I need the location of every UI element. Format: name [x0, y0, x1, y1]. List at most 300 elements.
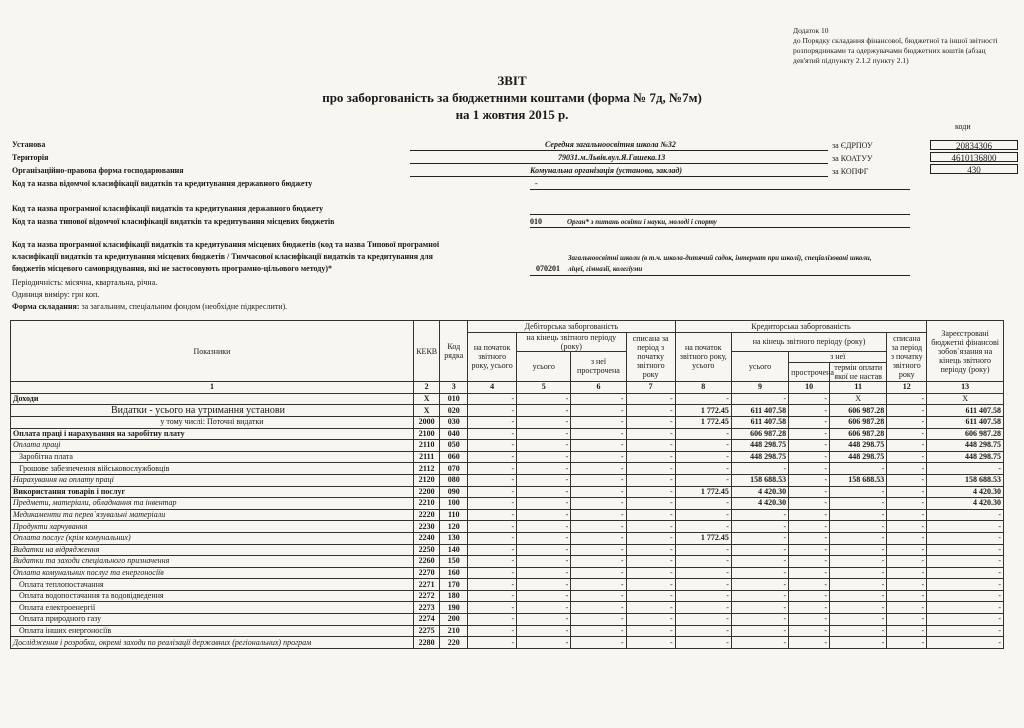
- row-value-c11: -: [830, 614, 887, 626]
- row-kekv: 2275: [413, 625, 440, 637]
- row-value-c4: -: [468, 579, 517, 591]
- dept-class-underline: [530, 189, 910, 190]
- table-row: [11, 556, 1004, 568]
- row-value-c9: 4 420.30: [731, 498, 788, 510]
- row-value-c4: -: [468, 405, 517, 417]
- row-value-c13: -: [927, 532, 1004, 544]
- row-kekv: Х: [413, 405, 440, 417]
- addendum-line: до Порядку складання фінансової, бюджетної та іншої звітності: [793, 36, 998, 45]
- hdr-rec-overdue: з неї прострочена: [571, 351, 626, 382]
- row-code: 160: [440, 567, 468, 579]
- row-value-c12: -: [887, 521, 927, 533]
- row-value-c4: -: [468, 590, 517, 602]
- row-value-c13: -: [927, 544, 1004, 556]
- column-number: 6: [571, 382, 626, 394]
- hdr-pay-not-due: термін оплати якої не настав: [830, 363, 887, 382]
- row-value-c13: 4 420.30: [927, 486, 1004, 498]
- row-value-c4: -: [468, 463, 517, 475]
- row-value-c4: -: [468, 474, 517, 486]
- table-row: [11, 544, 1004, 556]
- row-value-c9: 4 420.30: [731, 486, 788, 498]
- row-value-c7: -: [626, 567, 675, 579]
- title-line-2: про заборгованість за бюджетними коштами (форма № 7д, №7м): [322, 90, 702, 105]
- row-kekv: 2273: [413, 602, 440, 614]
- form-type-label: Форма складання:: [12, 302, 80, 311]
- row-value-c4: -: [468, 637, 517, 649]
- row-indicator: Оплата комунальних послуг та енергоносіїв: [11, 567, 414, 579]
- row-value-c7: -: [626, 474, 675, 486]
- row-value-c10: -: [789, 451, 830, 463]
- table-row: [11, 602, 1004, 614]
- row-value-c13: -: [927, 579, 1004, 591]
- row-code: 130: [440, 532, 468, 544]
- row-value-c11: Х: [830, 393, 887, 405]
- table-row: [11, 486, 1004, 498]
- row-indicator: Видатки - усього на утримання установи: [11, 405, 414, 417]
- row-value-c6: -: [571, 579, 626, 591]
- table-row: [11, 393, 1004, 405]
- row-value-c4: -: [468, 486, 517, 498]
- row-indicator: Використання товарів і послуг: [11, 486, 414, 498]
- addendum-note: [793, 26, 1018, 66]
- form-type: [12, 302, 287, 312]
- row-value-c11: 606 987.28: [830, 416, 887, 428]
- typical-class-label: Код та назва типової відомчої класифікації видатків та кредитування місцевих бюджетів: [12, 217, 335, 226]
- row-indicator: Видатки та заходи спеціального призначення: [11, 556, 414, 568]
- prog-class-underline: [530, 214, 910, 215]
- column-number: 8: [675, 382, 731, 394]
- table-row: [11, 590, 1004, 602]
- row-value-c7: -: [626, 625, 675, 637]
- column-number: 3: [440, 382, 468, 394]
- row-value-c12: -: [887, 614, 927, 626]
- row-value-c7: -: [626, 463, 675, 475]
- row-indicator: Оплата праці і нарахування на заробітну плату: [11, 428, 414, 440]
- row-value-c12: -: [887, 544, 927, 556]
- row-value-c8: -: [675, 463, 731, 475]
- dept-class-value: -: [535, 179, 538, 188]
- periodicity: Періодичність: місячна, квартальна, річна.: [12, 278, 158, 287]
- row-value-c12: -: [887, 416, 927, 428]
- addendum-line: дев'ятий підпункту 2.1.2 пункту 2.1): [793, 56, 909, 65]
- table-row: [11, 521, 1004, 533]
- row-value-c12: -: [887, 567, 927, 579]
- hdr-indicators: Показники: [11, 321, 414, 382]
- row-kekv: 2240: [413, 532, 440, 544]
- table-row: [11, 405, 1004, 417]
- table-row: [11, 440, 1004, 452]
- row-value-c8: -: [675, 556, 731, 568]
- row-value-c7: -: [626, 614, 675, 626]
- row-code: 070: [440, 463, 468, 475]
- row-value-c6: -: [571, 567, 626, 579]
- row-value-c12: -: [887, 556, 927, 568]
- row-value-c6: -: [571, 451, 626, 463]
- row-kekv: Х: [413, 393, 440, 405]
- row-value-c4: -: [468, 521, 517, 533]
- row-value-c10: -: [789, 428, 830, 440]
- edrpou-label: за ЄДРПОУ: [832, 141, 873, 150]
- row-value-c8: 1 772.45: [675, 532, 731, 544]
- row-value-c10: -: [789, 590, 830, 602]
- table-row: [11, 625, 1004, 637]
- row-value-c4: -: [468, 440, 517, 452]
- row-value-c13: -: [927, 602, 1004, 614]
- row-value-c9: -: [731, 556, 788, 568]
- addendum-line: Додаток 10: [793, 26, 829, 35]
- local-prog-underline: [530, 275, 910, 276]
- row-kekv: 2200: [413, 486, 440, 498]
- report-title: [0, 72, 1024, 123]
- column-number: 13: [927, 382, 1004, 394]
- column-number: 12: [887, 382, 927, 394]
- row-value-c10: -: [789, 486, 830, 498]
- row-value-c7: -: [626, 393, 675, 405]
- row-indicator: Оплата електроенергії: [11, 602, 414, 614]
- column-number: 4: [468, 382, 517, 394]
- row-value-c11: -: [830, 579, 887, 591]
- row-value-c8: -: [675, 509, 731, 521]
- row-indicator: Оплата водопостачання та водовідведення: [11, 590, 414, 602]
- local-prog-value-2: ліцеї, гімназії, колегіуми: [568, 265, 643, 273]
- row-value-c11: -: [830, 544, 887, 556]
- hdr-receivables: Дебіторська заборгованість: [468, 321, 676, 333]
- row-value-c12: -: [887, 486, 927, 498]
- row-kekv: 2100: [413, 428, 440, 440]
- form-type-value: за загальним, спеціальним фондом (необхідне підкреслити).: [81, 302, 288, 311]
- hdr-pay-written-off: списана за період з початку звітного року: [887, 332, 927, 382]
- row-value-c8: -: [675, 428, 731, 440]
- row-value-c10: -: [789, 567, 830, 579]
- row-value-c11: 606 987.28: [830, 428, 887, 440]
- row-value-c12: -: [887, 428, 927, 440]
- row-value-c4: -: [468, 556, 517, 568]
- row-value-c9: -: [731, 544, 788, 556]
- row-value-c10: -: [789, 463, 830, 475]
- row-indicator: Оплата природного газу: [11, 614, 414, 626]
- row-value-c10: -: [789, 556, 830, 568]
- kopfg-code: 430: [930, 164, 1018, 174]
- row-value-c9: -: [731, 532, 788, 544]
- row-value-c4: -: [468, 544, 517, 556]
- row-kekv: 2274: [413, 614, 440, 626]
- row-value-c8: -: [675, 474, 731, 486]
- row-value-c12: -: [887, 625, 927, 637]
- row-indicator: Медикаменти та перев`язувальні матеріали: [11, 509, 414, 521]
- row-value-c11: 158 688.53: [830, 474, 887, 486]
- column-number: 2: [413, 382, 440, 394]
- column-number: 10: [789, 382, 830, 394]
- row-value-c9: 611 407.58: [731, 405, 788, 417]
- row-value-c9: -: [731, 393, 788, 405]
- row-value-c5: -: [517, 625, 571, 637]
- table-row: [11, 567, 1004, 579]
- row-value-c6: -: [571, 532, 626, 544]
- row-value-c13: 448 298.75: [927, 440, 1004, 452]
- typical-class-underline: [530, 227, 910, 228]
- row-value-c5: -: [517, 567, 571, 579]
- row-kekv: 2110: [413, 440, 440, 452]
- row-value-c11: 448 298.75: [830, 440, 887, 452]
- row-value-c8: -: [675, 602, 731, 614]
- row-value-c13: -: [927, 590, 1004, 602]
- table-row: [11, 509, 1004, 521]
- row-value-c6: -: [571, 405, 626, 417]
- institution-label: Установа: [12, 140, 46, 149]
- row-value-c10: -: [789, 637, 830, 649]
- row-value-c7: -: [626, 405, 675, 417]
- row-kekv: 2220: [413, 509, 440, 521]
- row-value-c13: -: [927, 637, 1004, 649]
- row-value-c12: -: [887, 602, 927, 614]
- row-value-c8: -: [675, 590, 731, 602]
- codes-label: коди: [955, 122, 971, 131]
- row-value-c10: -: [789, 544, 830, 556]
- hdr-payables: Кредиторська заборгованість: [675, 321, 927, 333]
- row-value-c6: -: [571, 521, 626, 533]
- row-value-c8: 1 772.45: [675, 486, 731, 498]
- row-value-c12: -: [887, 451, 927, 463]
- row-value-c7: -: [626, 544, 675, 556]
- row-value-c8: 1 772.45: [675, 416, 731, 428]
- column-number: 9: [731, 382, 788, 394]
- column-number: 7: [626, 382, 675, 394]
- row-value-c10: -: [789, 579, 830, 591]
- row-indicator: Предмети, матеріали, обладнання та інвентар: [11, 498, 414, 510]
- hdr-pay-start: на початок звітного року, усього: [675, 332, 731, 382]
- row-value-c6: -: [571, 416, 626, 428]
- row-code: 200: [440, 614, 468, 626]
- row-code: 040: [440, 428, 468, 440]
- row-code: 220: [440, 637, 468, 649]
- territory-underline: [410, 163, 828, 164]
- row-value-c7: -: [626, 498, 675, 510]
- row-indicator: Оплата теплопостачання: [11, 579, 414, 591]
- row-value-c9: -: [731, 625, 788, 637]
- row-value-c9: -: [731, 509, 788, 521]
- row-value-c12: -: [887, 474, 927, 486]
- legal-form-label: Організаційно-правова форма господарювання: [12, 166, 184, 175]
- row-value-c4: -: [468, 498, 517, 510]
- row-value-c9: -: [731, 521, 788, 533]
- row-value-c5: -: [517, 556, 571, 568]
- row-value-c13: -: [927, 614, 1004, 626]
- row-value-c5: -: [517, 451, 571, 463]
- local-prog-label-2: класифікації видатків та кредитування місцевих бюджетів / Тимчасової класифікації видатків та кредитування для: [12, 252, 433, 261]
- row-value-c6: -: [571, 509, 626, 521]
- row-value-c9: -: [731, 579, 788, 591]
- row-value-c13: 4 420.30: [927, 498, 1004, 510]
- row-value-c8: -: [675, 393, 731, 405]
- row-value-c5: -: [517, 544, 571, 556]
- row-value-c12: -: [887, 532, 927, 544]
- row-value-c7: -: [626, 416, 675, 428]
- row-value-c12: -: [887, 637, 927, 649]
- row-kekv: 2272: [413, 590, 440, 602]
- row-kekv: 2230: [413, 521, 440, 533]
- row-value-c6: -: [571, 498, 626, 510]
- row-value-c5: -: [517, 590, 571, 602]
- row-indicator: Видатки на відрядження: [11, 544, 414, 556]
- row-value-c10: -: [789, 440, 830, 452]
- row-value-c10: -: [789, 602, 830, 614]
- row-value-c11: -: [830, 625, 887, 637]
- row-indicator: Нарахування на оплату праці: [11, 474, 414, 486]
- legal-form-value: Комунальна організація (установа, заклад): [530, 166, 683, 175]
- hdr-registered: Зареєстровані бюджетні фінансові зобов`язання на кінець звітного періоду (року): [927, 321, 1004, 382]
- row-indicator: у тому числі: Поточні видатки: [11, 416, 414, 428]
- row-value-c13: 448 298.75: [927, 451, 1004, 463]
- row-value-c4: -: [468, 532, 517, 544]
- column-number: 1: [11, 382, 414, 394]
- row-value-c7: -: [626, 590, 675, 602]
- row-value-c9: -: [731, 637, 788, 649]
- row-value-c8: -: [675, 625, 731, 637]
- table-row: [11, 532, 1004, 544]
- row-indicator: Заробітна плата: [11, 451, 414, 463]
- row-value-c5: -: [517, 440, 571, 452]
- row-value-c4: -: [468, 428, 517, 440]
- row-value-c5: -: [517, 393, 571, 405]
- row-value-c10: -: [789, 405, 830, 417]
- row-code: 020: [440, 405, 468, 417]
- row-value-c11: 448 298.75: [830, 451, 887, 463]
- row-value-c5: -: [517, 416, 571, 428]
- table-row: [11, 579, 1004, 591]
- row-value-c6: -: [571, 544, 626, 556]
- row-value-c5: -: [517, 602, 571, 614]
- row-value-c8: -: [675, 637, 731, 649]
- table-row: [11, 451, 1004, 463]
- row-value-c11: -: [830, 509, 887, 521]
- row-value-c10: -: [789, 498, 830, 510]
- hdr-kekv: КЕКВ: [413, 321, 440, 382]
- row-code: 030: [440, 416, 468, 428]
- row-kekv: 2271: [413, 579, 440, 591]
- row-value-c5: -: [517, 405, 571, 417]
- row-value-c4: -: [468, 625, 517, 637]
- hdr-rec-end: на кінець звітного періоду (року): [517, 332, 626, 351]
- hdr-rec-written-off: списана за період з початку звітного року: [626, 332, 675, 382]
- column-number: 5: [517, 382, 571, 394]
- row-indicator: Дослідження і розробки, окремі заходи по реалізації державних (регіональних) програм: [11, 637, 414, 649]
- row-kekv: 2280: [413, 637, 440, 649]
- row-code: 090: [440, 486, 468, 498]
- row-value-c11: 606 987.28: [830, 405, 887, 417]
- row-value-c8: -: [675, 614, 731, 626]
- row-value-c9: 448 298.75: [731, 440, 788, 452]
- row-indicator: Продукти харчування: [11, 521, 414, 533]
- table-row: [11, 416, 1004, 428]
- row-value-c7: -: [626, 486, 675, 498]
- row-value-c5: -: [517, 637, 571, 649]
- title-line-3: на 1 жовтня 2015 р.: [455, 107, 569, 122]
- row-value-c13: -: [927, 556, 1004, 568]
- row-code: 210: [440, 625, 468, 637]
- row-value-c13: -: [927, 463, 1004, 475]
- row-indicator: Доходи: [11, 393, 414, 405]
- table-row: [11, 474, 1004, 486]
- row-value-c11: -: [830, 498, 887, 510]
- row-code: 120: [440, 521, 468, 533]
- row-value-c9: -: [731, 590, 788, 602]
- row-value-c10: -: [789, 474, 830, 486]
- row-value-c7: -: [626, 509, 675, 521]
- row-value-c7: -: [626, 556, 675, 568]
- title-line-1: ЗВІТ: [497, 73, 527, 88]
- row-value-c5: -: [517, 474, 571, 486]
- row-value-c9: 606 987.28: [731, 428, 788, 440]
- row-value-c7: -: [626, 440, 675, 452]
- row-value-c12: -: [887, 579, 927, 591]
- row-value-c11: -: [830, 602, 887, 614]
- row-value-c8: -: [675, 451, 731, 463]
- hdr-row-code: Код рядка: [440, 321, 468, 382]
- addendum-line: розпорядниками та одержувачами бюджетних коштів (абзац: [793, 46, 986, 55]
- column-number-row: [11, 382, 1004, 394]
- row-value-c13: -: [927, 567, 1004, 579]
- row-value-c10: -: [789, 625, 830, 637]
- row-kekv: 2112: [413, 463, 440, 475]
- row-value-c4: -: [468, 393, 517, 405]
- koatuu-label: за КОАТУУ: [832, 154, 873, 163]
- row-value-c6: -: [571, 556, 626, 568]
- row-value-c6: -: [571, 474, 626, 486]
- row-value-c13: -: [927, 521, 1004, 533]
- row-indicator: Грошове забезпечення військовослужбовців: [11, 463, 414, 475]
- row-value-c9: -: [731, 463, 788, 475]
- hdr-rec-total: усього: [517, 351, 571, 382]
- row-value-c8: -: [675, 544, 731, 556]
- row-value-c8: -: [675, 440, 731, 452]
- table-row: [11, 463, 1004, 475]
- row-value-c12: -: [887, 463, 927, 475]
- prog-class-label: Код та назва програмної класифікації видатків та кредитування державного бюджету: [12, 204, 324, 213]
- row-value-c9: 158 688.53: [731, 474, 788, 486]
- row-value-c6: -: [571, 590, 626, 602]
- row-value-c6: -: [571, 625, 626, 637]
- typical-class-code: 010: [530, 217, 542, 226]
- row-value-c6: -: [571, 463, 626, 475]
- row-value-c5: -: [517, 509, 571, 521]
- row-value-c12: -: [887, 590, 927, 602]
- row-value-c10: -: [789, 393, 830, 405]
- row-value-c9: 448 298.75: [731, 451, 788, 463]
- row-value-c12: -: [887, 405, 927, 417]
- row-value-c5: -: [517, 428, 571, 440]
- row-value-c6: -: [571, 440, 626, 452]
- row-value-c7: -: [626, 451, 675, 463]
- row-indicator: Оплата інших енергоносіїв: [11, 625, 414, 637]
- territory-label: Територія: [12, 153, 49, 162]
- table-row: [11, 428, 1004, 440]
- row-value-c7: -: [626, 428, 675, 440]
- row-kekv: 2000: [413, 416, 440, 428]
- local-prog-code: 070201: [536, 264, 560, 273]
- row-code: 110: [440, 509, 468, 521]
- row-value-c10: -: [789, 509, 830, 521]
- row-value-c8: -: [675, 579, 731, 591]
- debt-table: [10, 320, 1004, 649]
- row-value-c4: -: [468, 416, 517, 428]
- row-value-c10: -: [789, 532, 830, 544]
- row-value-c9: -: [731, 567, 788, 579]
- row-kekv: 2210: [413, 498, 440, 510]
- hdr-of-which: з неї: [789, 351, 887, 363]
- row-value-c8: 1 772.45: [675, 405, 731, 417]
- row-indicator: Оплата праці: [11, 440, 414, 452]
- row-value-c7: -: [626, 579, 675, 591]
